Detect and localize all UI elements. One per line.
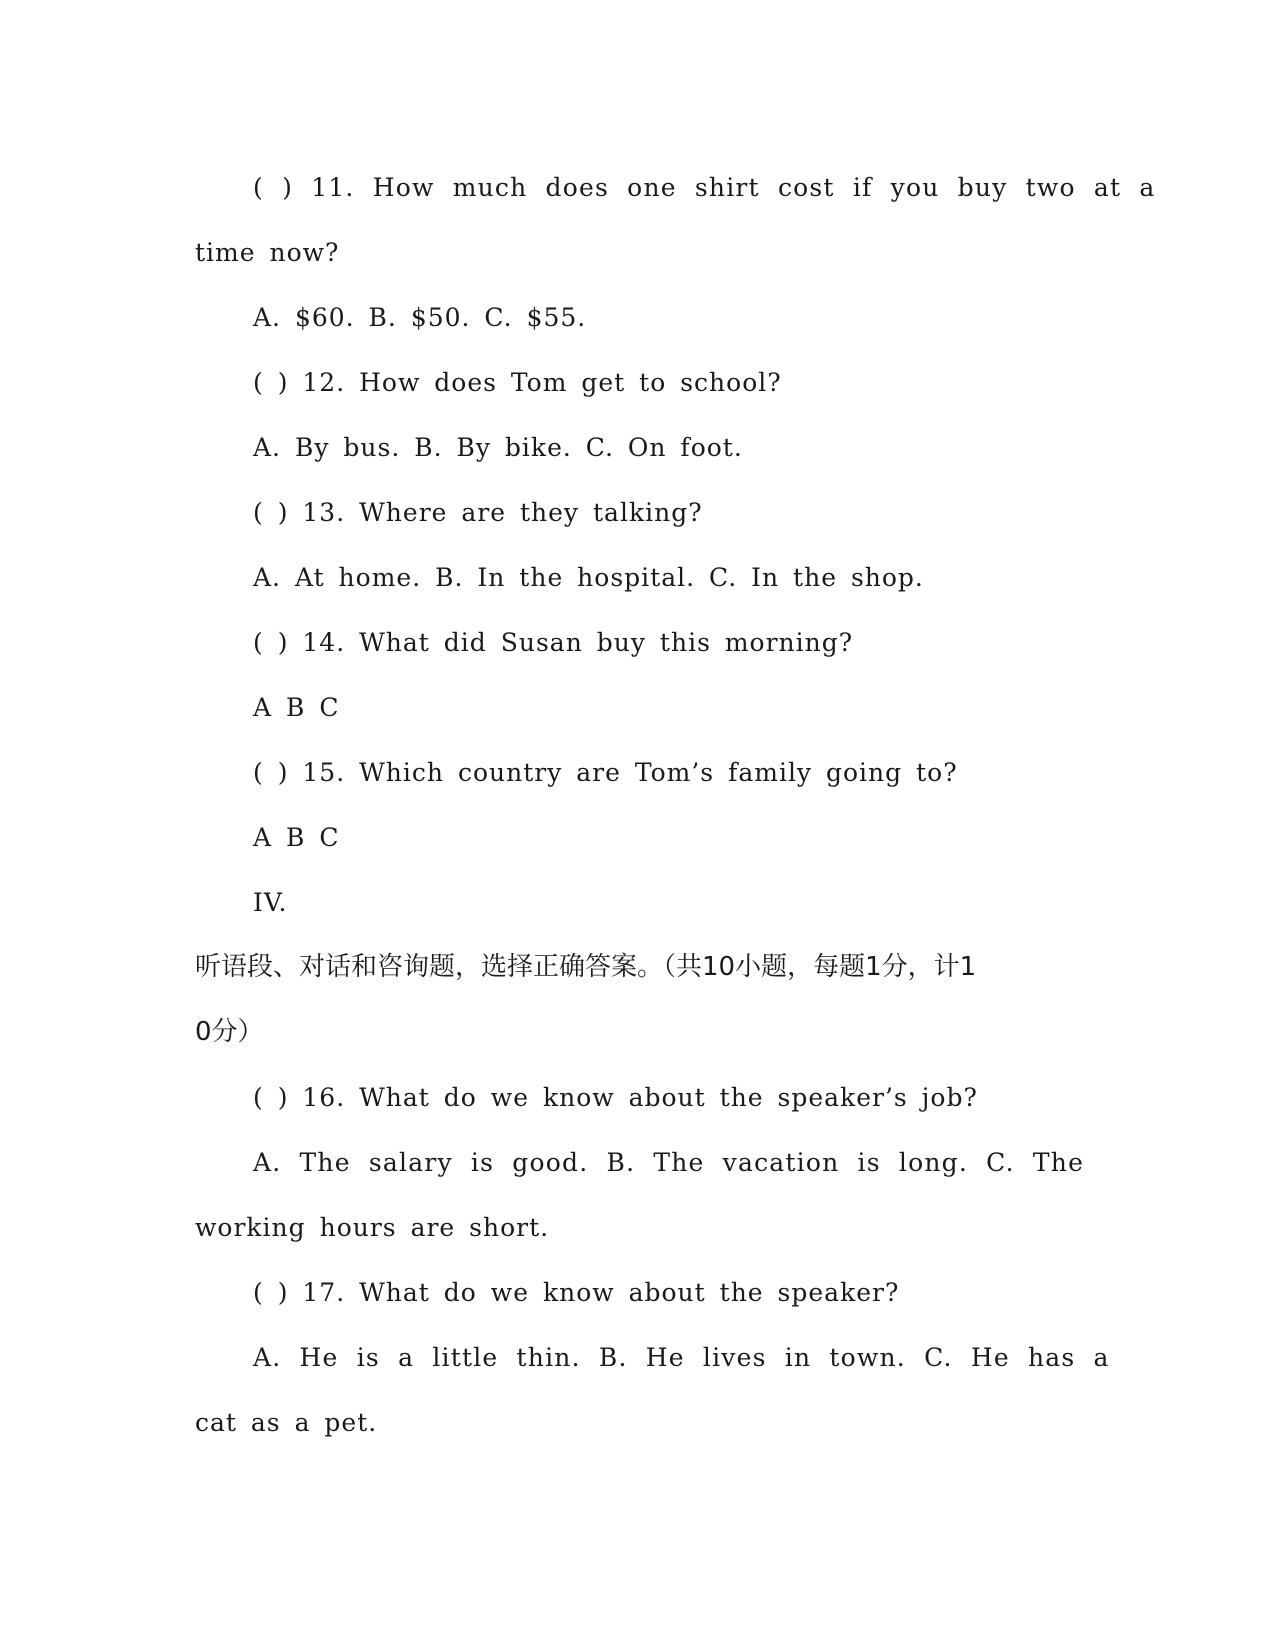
question-14-options: A B C [253,693,340,722]
question-12-text: ( ) 12. How does Tom get to school? [253,368,782,397]
question-17-options: A. He is a little thin. B. He lives in town. C. He has a [253,1343,1110,1372]
question-15-text: ( ) 15. Which country are Tom’s family going to? [253,758,958,787]
document-body [195,155,1156,1455]
question-17-options-continued: cat as a pet. [195,1408,378,1437]
question-15-options: A B C [253,823,340,852]
section-iv-instructions: 听语段、对话和咨询题，选择正确答案。（共10小题，每题1分，计1 [195,952,977,982]
question-11-text: ( ) 11. How much does one shirt cost if you buy two at a [253,173,1156,202]
question-16-options-continued: working hours are short. [195,1213,550,1242]
question-14-text: ( ) 14. What did Susan buy this morning? [253,628,854,657]
question-13-options: A. At home. B. In the hospital. C. In the shop. [253,563,924,592]
question-11-options: A. $60. B. $50. C. $55. [253,303,587,332]
question-11-text-continued: time now? [195,238,340,267]
question-13-text: ( ) 13. Where are they talking? [253,498,703,527]
question-16-options: A. The salary is good. B. The vacation is long. C. The [253,1148,1085,1177]
section-iv-heading: IV. [253,888,288,917]
question-12-options: A. By bus. B. By bike. C. On foot. [253,433,743,462]
section-iv-instructions-continued: 0分） [195,1017,264,1047]
question-16-text: ( ) 16. What do we know about the speaker’s job? [253,1083,978,1112]
question-17-text: ( ) 17. What do we know about the speaker? [253,1278,900,1307]
